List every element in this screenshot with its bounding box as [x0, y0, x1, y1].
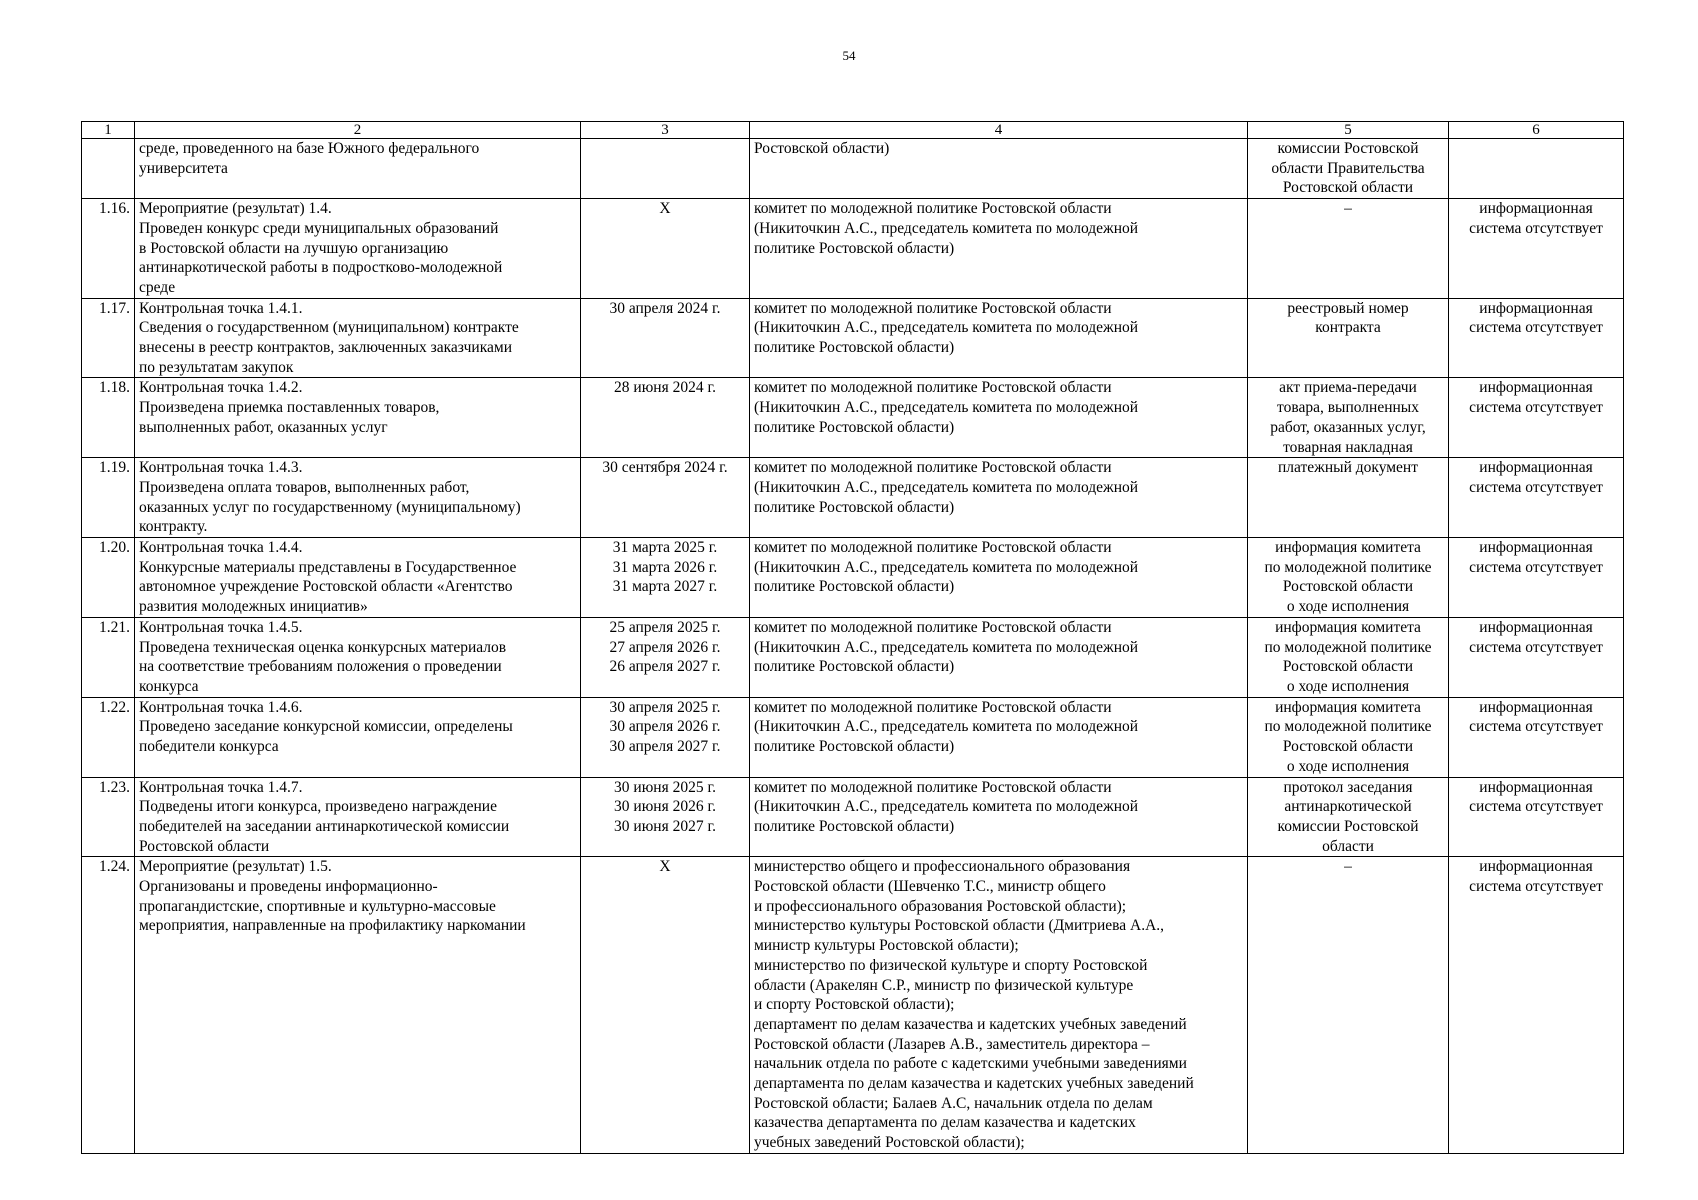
responsible-executor: министерство общего и профессионального образования Ростовской области (Шевченко Т.С., министр общего и профессионального образования Ростовской области); министерство культуры Ростовской области (Дмитриева А.А., министр культуры Ростовской области); министерство по физической культуре и спорту Ростовской области (Аракелян С.Р., министр по физической культуре и спорту Ростовской области); департамент по делам казачества и кадетских учебных заведений Ростовской области (Лазарев А.В., заместитель директора – начальник отдела по работе с кадетскими учебными заведениями департамента по делам казачества и кадетских учебных заведений Ростовской области; Балаев А.С, начальник отдела по делам казачества департамента по делам казачества и кадетских учебных заведений Ростовской области); [750, 857, 1248, 1154]
responsible-executor: комитет по молодежной политике Ростовской области (Никиточкин А.С., председатель комитета по молодежной политике Ростовской области) [750, 298, 1248, 378]
deadline: 30 июня 2025 г. 30 июня 2026 г. 30 июня 2027 г. [581, 777, 750, 857]
header-cell-2: 2 [135, 122, 581, 139]
information-system: информационная система отсутствует [1449, 538, 1624, 618]
table-row [82, 777, 1624, 857]
confirming-document: комиссии Ростовской области Правительства Ростовской области [1248, 139, 1449, 199]
row-number: 1.22. [82, 697, 135, 777]
information-system: информационная система отсутствует [1449, 458, 1624, 538]
header-cell-6: 6 [1449, 122, 1624, 139]
deadline: X [581, 857, 750, 1154]
activities-table [81, 121, 1624, 1154]
deadline: 30 апреля 2025 г. 30 апреля 2026 г. 30 апреля 2027 г. [581, 697, 750, 777]
table-row [82, 617, 1624, 697]
activity-description: Контрольная точка 1.4.6. Проведено заседание конкурсной комиссии, определены победители конкурса [135, 697, 581, 777]
deadline: 28 июня 2024 г. [581, 378, 750, 458]
confirming-document: платежный документ [1248, 458, 1449, 538]
row-number: 1.19. [82, 458, 135, 538]
activity-description: Контрольная точка 1.4.1. Сведения о государственном (муниципальном) контракте внесены в реестр контрактов, заключенных заказчиками по результатам закупок [135, 298, 581, 378]
row-number: 1.18. [82, 378, 135, 458]
confirming-document: протокол заседания антинаркотической комиссии Ростовской области [1248, 777, 1449, 857]
responsible-executor: комитет по молодежной политике Ростовской области (Никиточкин А.С., председатель комитета по молодежной политике Ростовской области) [750, 777, 1248, 857]
row-number: 1.16. [82, 199, 135, 299]
table-row [82, 298, 1624, 378]
activity-description: Контрольная точка 1.4.2. Произведена приемка поставленных товаров, выполненных работ, оказанных услуг [135, 378, 581, 458]
table-header-row [82, 122, 1624, 139]
table-row [82, 199, 1624, 299]
header-cell-5: 5 [1248, 122, 1449, 139]
information-system: информационная система отсутствует [1449, 697, 1624, 777]
responsible-executor: комитет по молодежной политике Ростовской области (Никиточкин А.С., председатель комитета по молодежной политике Ростовской области) [750, 378, 1248, 458]
responsible-executor: Ростовской области) [750, 139, 1248, 199]
table-row [82, 458, 1624, 538]
confirming-document: акт приема-передачи товара, выполненных работ, оказанных услуг, товарная накладная [1248, 378, 1449, 458]
confirming-document: реестровый номер контракта [1248, 298, 1449, 378]
page-number: 54 [842, 48, 856, 63]
deadline: 25 апреля 2025 г. 27 апреля 2026 г. 26 апреля 2027 г. [581, 617, 750, 697]
responsible-executor: комитет по молодежной политике Ростовской области (Никиточкин А.С., председатель комитета по молодежной политике Ростовской области) [750, 697, 1248, 777]
header-cell-4: 4 [750, 122, 1248, 139]
table-row [82, 697, 1624, 777]
header-cell-3: 3 [581, 122, 750, 139]
header-cell-1: 1 [82, 122, 135, 139]
activity-description: среде, проведенного на базе Южного федерального университета [135, 139, 581, 199]
activity-description: Мероприятие (результат) 1.5. Организованы и проведены информационно- пропагандистские, спортивные и культурно-массовые мероприятия, направленные на профилактику наркомании [135, 857, 581, 1154]
row-number: 1.24. [82, 857, 135, 1154]
information-system: информационная система отсутствует [1449, 298, 1624, 378]
row-number: 1.17. [82, 298, 135, 378]
responsible-executor: комитет по молодежной политике Ростовской области (Никиточкин А.С., председатель комитета по молодежной политике Ростовской области) [750, 538, 1248, 618]
activity-description: Мероприятие (результат) 1.4. Проведен конкурс среди муниципальных образований в Ростовской области на лучшую организацию антинаркотической работы в подростково-молодежной среде [135, 199, 581, 299]
responsible-executor: комитет по молодежной политике Ростовской области (Никиточкин А.С., председатель комитета по молодежной политике Ростовской области) [750, 199, 1248, 299]
activity-description: Контрольная точка 1.4.5. Проведена техническая оценка конкурсных материалов на соответствие требованиям положения о проведении конкурса [135, 617, 581, 697]
row-number [82, 139, 135, 199]
row-number: 1.23. [82, 777, 135, 857]
row-number: 1.20. [82, 538, 135, 618]
information-system: информационная система отсутствует [1449, 199, 1624, 299]
confirming-document: – [1248, 199, 1449, 299]
activity-description: Контрольная точка 1.4.4. Конкурсные материалы представлены в Государственное автономное учреждение Ростовской области «Агентство развития молодежных инициатив» [135, 538, 581, 618]
information-system: информационная система отсутствует [1449, 617, 1624, 697]
confirming-document: информация комитета по молодежной политике Ростовской области о ходе исполнения [1248, 538, 1449, 618]
table-row [82, 857, 1624, 1154]
responsible-executor: комитет по молодежной политике Ростовской области (Никиточкин А.С., председатель комитета по молодежной политике Ростовской области) [750, 458, 1248, 538]
deadline: 30 апреля 2024 г. [581, 298, 750, 378]
responsible-executor: комитет по молодежной политике Ростовской области (Никиточкин А.С., председатель комитета по молодежной политике Ростовской области) [750, 617, 1248, 697]
information-system: информационная система отсутствует [1449, 857, 1624, 1154]
information-system: информационная система отсутствует [1449, 378, 1624, 458]
deadline: 31 марта 2025 г. 31 марта 2026 г. 31 марта 2027 г. [581, 538, 750, 618]
table-row [82, 378, 1624, 458]
table-row [82, 538, 1624, 618]
confirming-document: информация комитета по молодежной политике Ростовской области о ходе исполнения [1248, 617, 1449, 697]
deadline: X [581, 199, 750, 299]
activity-description: Контрольная точка 1.4.3. Произведена оплата товаров, выполненных работ, оказанных услуг по государственному (муниципальному) контракту. [135, 458, 581, 538]
information-system [1449, 139, 1624, 199]
confirming-document: информация комитета по молодежной политике Ростовской области о ходе исполнения [1248, 697, 1449, 777]
deadline [581, 139, 750, 199]
deadline: 30 сентября 2024 г. [581, 458, 750, 538]
confirming-document: – [1248, 857, 1449, 1154]
information-system: информационная система отсутствует [1449, 777, 1624, 857]
activity-description: Контрольная точка 1.4.7. Подведены итоги конкурса, произведено награждение победителей на заседании антинаркотической комиссии Ростовской области [135, 777, 581, 857]
row-number: 1.21. [82, 617, 135, 697]
table-row [82, 139, 1624, 199]
